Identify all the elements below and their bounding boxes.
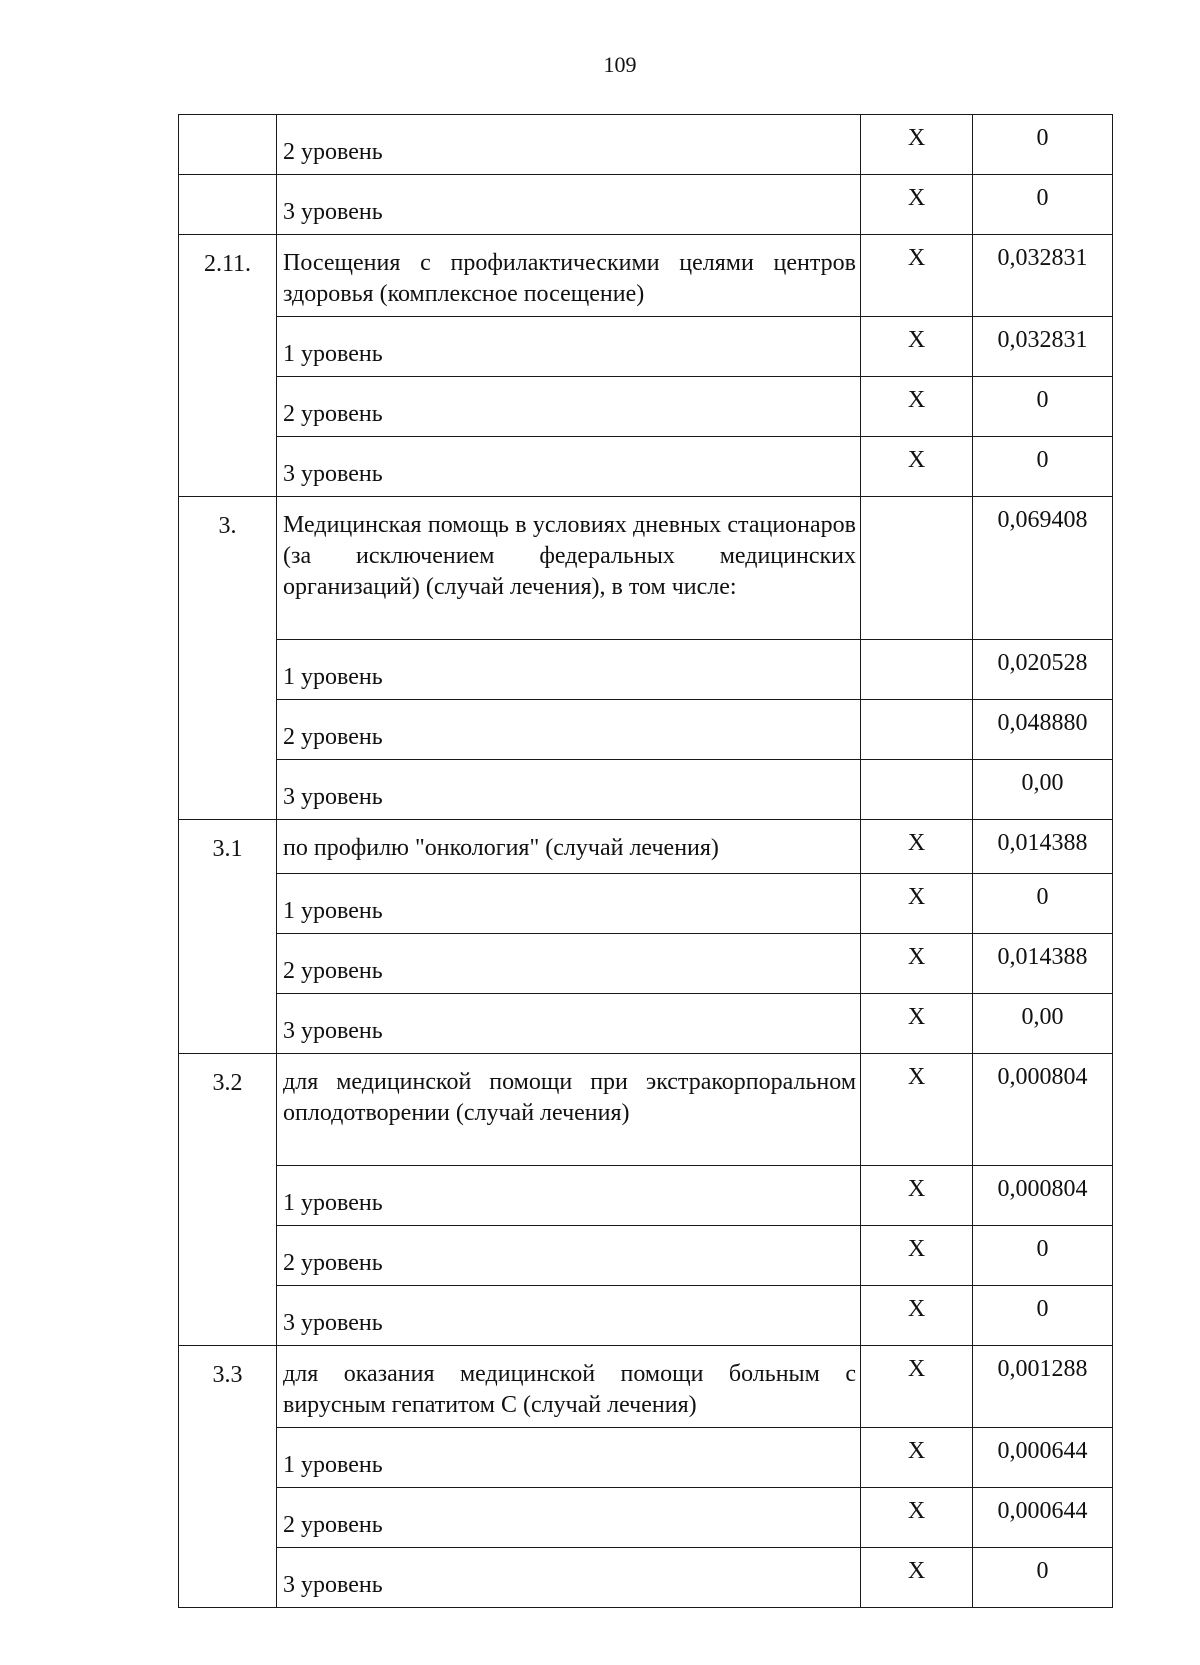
table-row <box>179 1166 1113 1226</box>
table-row <box>179 497 1113 640</box>
x-mark-cell: X <box>861 1226 973 1286</box>
table-row <box>179 934 1113 994</box>
row-number-cell: 3.2 <box>179 1054 277 1346</box>
x-mark-cell: X <box>861 377 973 437</box>
table-row <box>179 1346 1113 1428</box>
value-cell: 0,032831 <box>973 317 1113 377</box>
x-mark-cell: X <box>861 1286 973 1346</box>
row-name-cell: 3 уровень <box>277 760 861 820</box>
x-mark-cell <box>861 760 973 820</box>
row-name-cell: 1 уровень <box>277 1166 861 1226</box>
row-number-cell: 2.11. <box>179 235 277 497</box>
x-mark-cell: X <box>861 1488 973 1548</box>
value-cell: 0 <box>973 1548 1113 1608</box>
x-mark-cell: X <box>861 235 973 317</box>
table-row <box>179 317 1113 377</box>
x-mark-cell: X <box>861 934 973 994</box>
value-cell: 0 <box>973 874 1113 934</box>
row-name-cell: 1 уровень <box>277 317 861 377</box>
x-mark-cell: X <box>861 317 973 377</box>
x-mark-cell: X <box>861 175 973 235</box>
row-name-cell: по профилю "онкология" (случай лечения) <box>277 820 861 874</box>
row-name-cell: для медицинской помощи при экстракорпоральном оплодотворении (случай лечения) <box>277 1054 861 1166</box>
row-name-cell: 1 уровень <box>277 640 861 700</box>
row-name-cell: 3 уровень <box>277 175 861 235</box>
value-cell: 0 <box>973 377 1113 437</box>
row-name-cell: 3 уровень <box>277 1548 861 1608</box>
value-cell: 0,014388 <box>973 934 1113 994</box>
value-cell: 0 <box>973 1286 1113 1346</box>
value-cell: 0 <box>973 1226 1113 1286</box>
table-row <box>179 640 1113 700</box>
value-cell: 0,000644 <box>973 1428 1113 1488</box>
value-cell: 0,001288 <box>973 1346 1113 1428</box>
row-name-cell: 2 уровень <box>277 934 861 994</box>
page-number: 109 <box>603 52 637 77</box>
x-mark-cell: X <box>861 1428 973 1488</box>
table-row <box>179 994 1113 1054</box>
row-name-cell: 2 уровень <box>277 1226 861 1286</box>
row-name-cell: 3 уровень <box>277 1286 861 1346</box>
indicator-table <box>178 114 1113 1608</box>
table-row <box>179 1226 1113 1286</box>
table-row <box>179 1286 1113 1346</box>
row-name-cell: Посещения с профилактическими целями центров здоровья (комплексное посещение) <box>277 235 861 317</box>
value-cell: 0,014388 <box>973 820 1113 874</box>
value-cell: 0,00 <box>973 760 1113 820</box>
table-row <box>179 115 1113 175</box>
table-row <box>179 1054 1113 1166</box>
x-mark-cell: X <box>861 874 973 934</box>
table-row <box>179 1548 1113 1608</box>
x-mark-cell <box>861 640 973 700</box>
row-name-cell: 2 уровень <box>277 377 861 437</box>
row-name-cell: 1 уровень <box>277 874 861 934</box>
x-mark-cell: X <box>861 994 973 1054</box>
row-number-cell: 3.3 <box>179 1346 277 1608</box>
table-row <box>179 760 1113 820</box>
row-name-cell: 2 уровень <box>277 1488 861 1548</box>
value-cell: 0,048880 <box>973 700 1113 760</box>
x-mark-cell: X <box>861 1054 973 1166</box>
table-row <box>179 1428 1113 1488</box>
value-cell: 0 <box>973 175 1113 235</box>
x-mark-cell: X <box>861 1346 973 1428</box>
x-mark-cell: X <box>861 1548 973 1608</box>
table-row <box>179 175 1113 235</box>
table-row <box>179 437 1113 497</box>
x-mark-cell <box>861 700 973 760</box>
row-number-cell: 3.1 <box>179 820 277 1054</box>
table-row <box>179 1488 1113 1548</box>
x-mark-cell: X <box>861 437 973 497</box>
x-mark-cell: X <box>861 1166 973 1226</box>
value-cell: 0,020528 <box>973 640 1113 700</box>
x-mark-cell: X <box>861 115 973 175</box>
value-cell: 0 <box>973 115 1113 175</box>
value-cell: 0,032831 <box>973 235 1113 317</box>
row-number-cell <box>179 175 277 235</box>
table-row <box>179 820 1113 874</box>
row-number-cell: 3. <box>179 497 277 820</box>
value-cell: 0,00 <box>973 994 1113 1054</box>
value-cell: 0,000804 <box>973 1054 1113 1166</box>
table-row <box>179 377 1113 437</box>
row-name-cell: 2 уровень <box>277 115 861 175</box>
table-row <box>179 874 1113 934</box>
row-name-cell: 2 уровень <box>277 700 861 760</box>
value-cell: 0,069408 <box>973 497 1113 640</box>
row-name-cell: 3 уровень <box>277 437 861 497</box>
row-name-cell: для оказания медицинской помощи больным с вирусным гепатитом С (случай лечения) <box>277 1346 861 1428</box>
row-name-cell: 3 уровень <box>277 994 861 1054</box>
table-row <box>179 700 1113 760</box>
value-cell: 0,000644 <box>973 1488 1113 1548</box>
x-mark-cell <box>861 497 973 640</box>
row-number-cell <box>179 115 277 175</box>
row-name-cell: Медицинская помощь в условиях дневных стационаров (за исключением федеральных медицинских организаций) (случай лечения), в том числе: <box>277 497 861 640</box>
table-row <box>179 235 1113 317</box>
row-name-cell: 1 уровень <box>277 1428 861 1488</box>
x-mark-cell: X <box>861 820 973 874</box>
value-cell: 0,000804 <box>973 1166 1113 1226</box>
value-cell: 0 <box>973 437 1113 497</box>
